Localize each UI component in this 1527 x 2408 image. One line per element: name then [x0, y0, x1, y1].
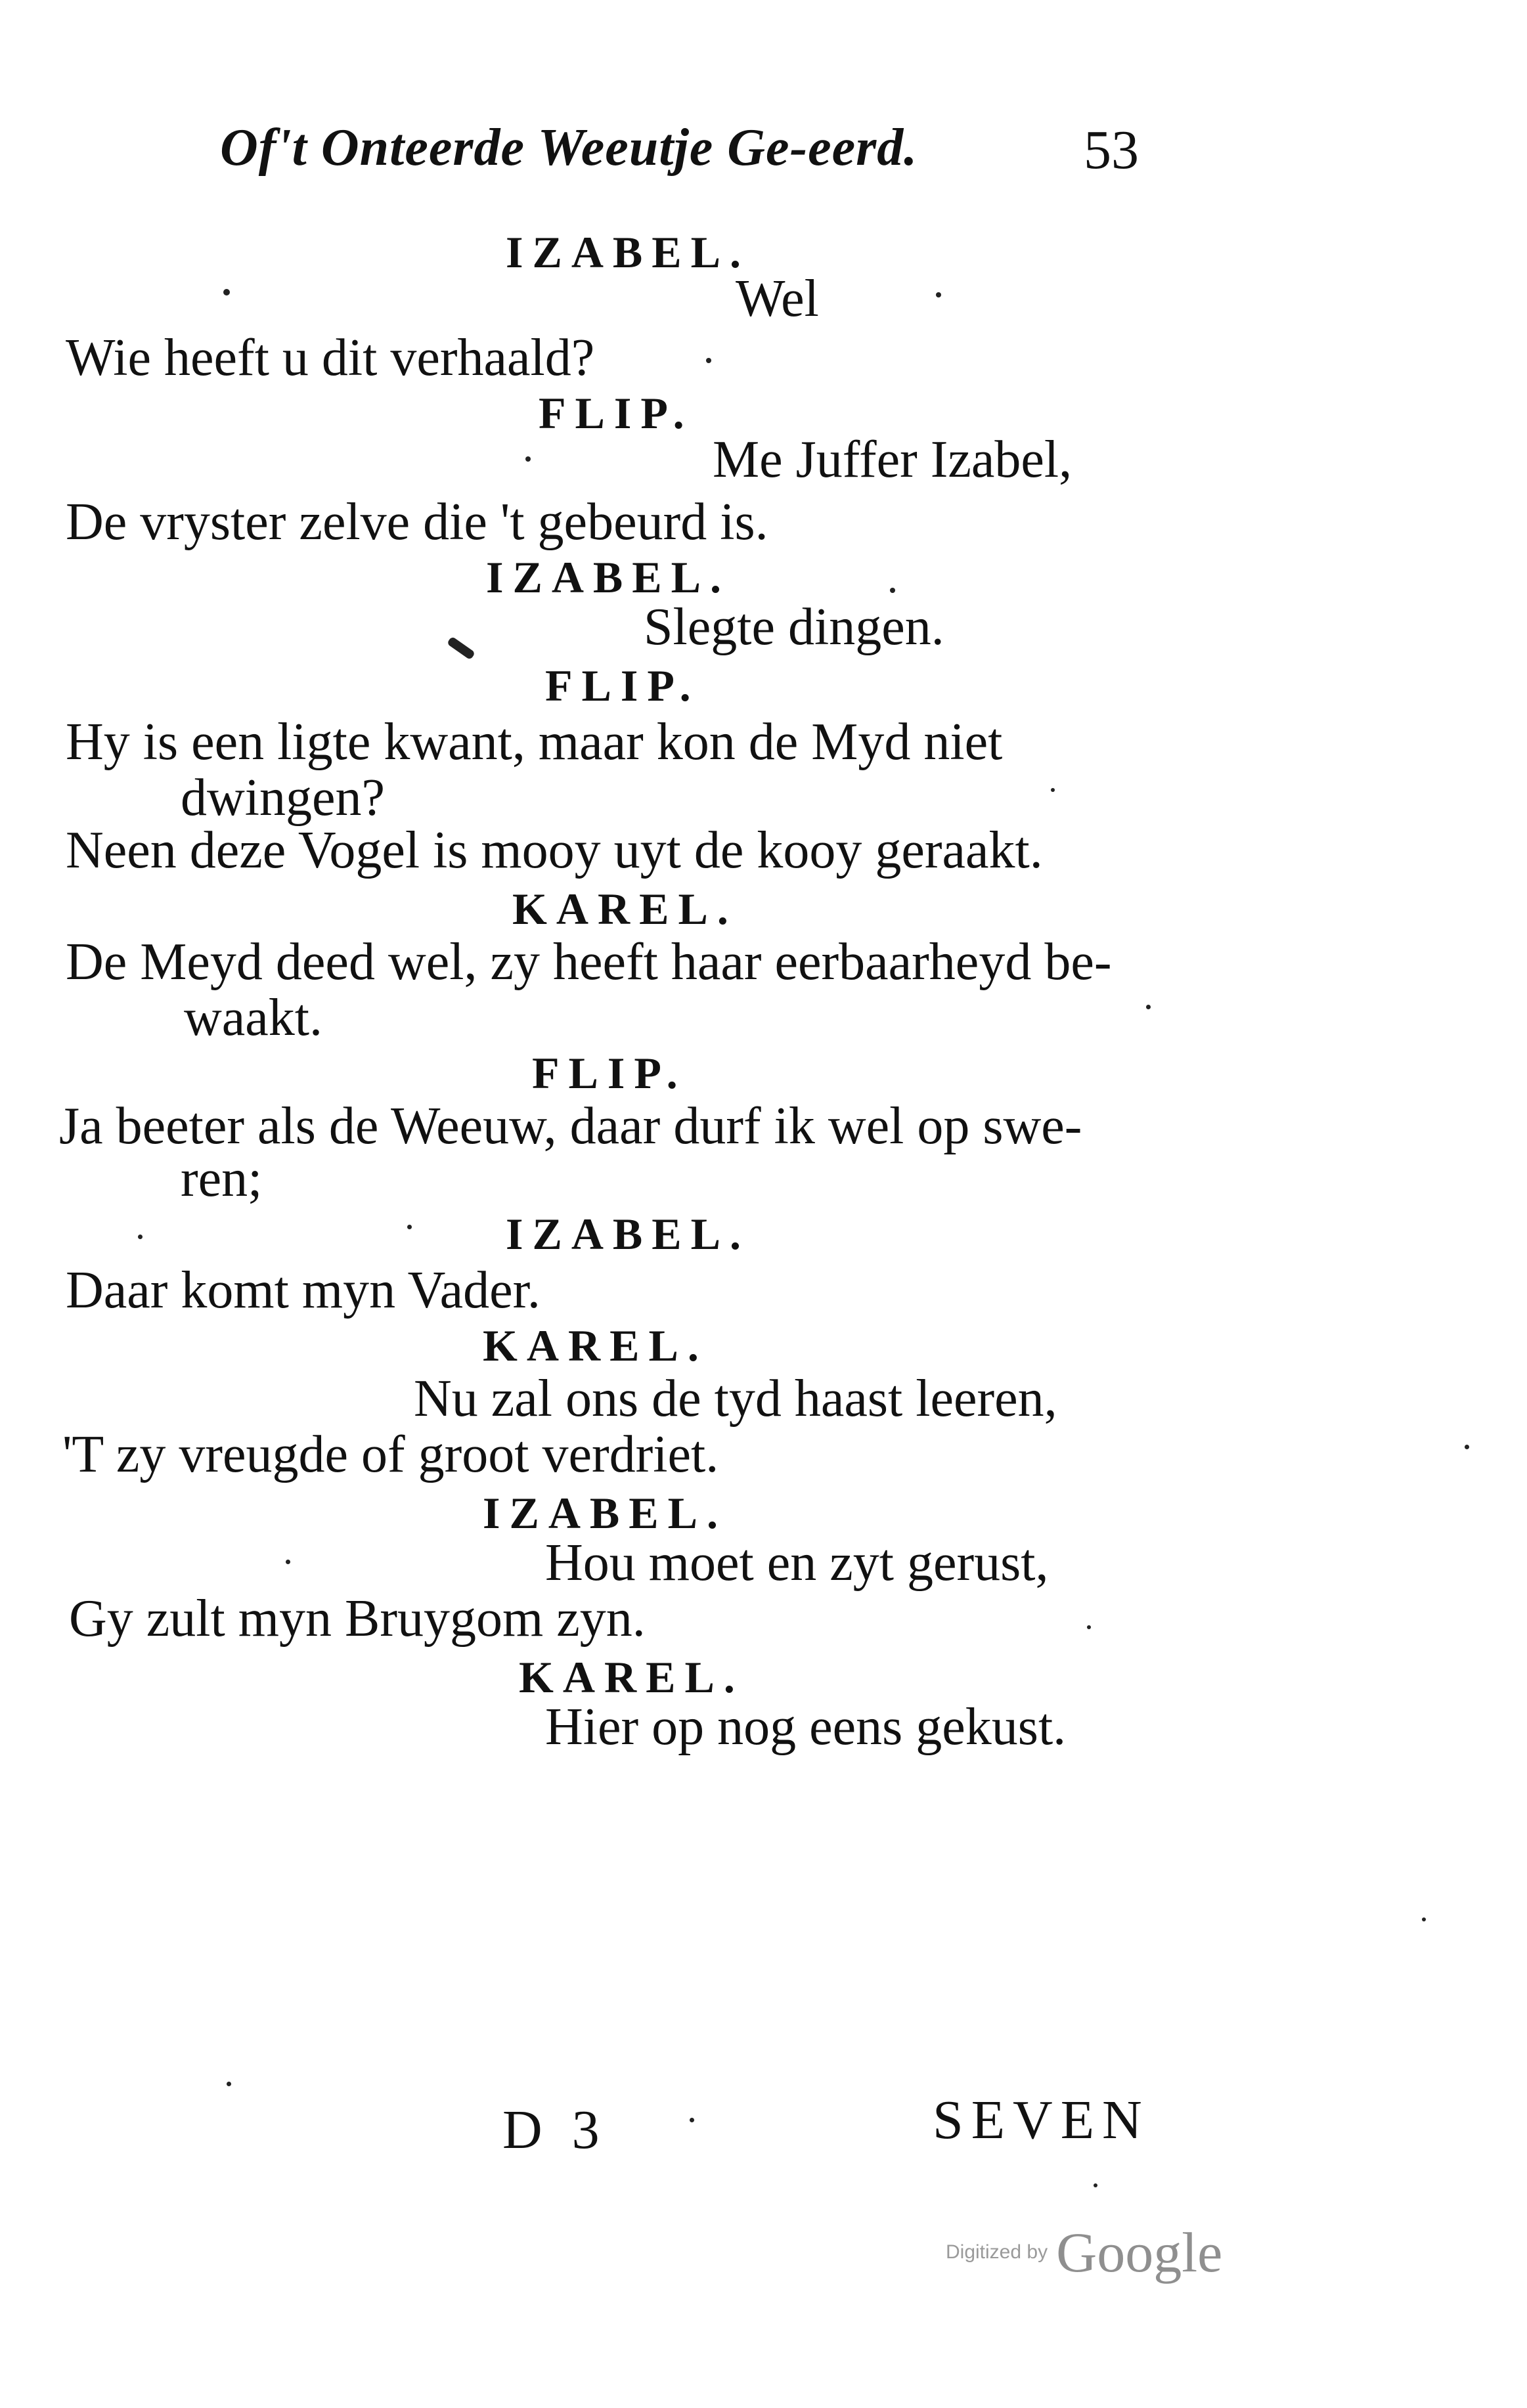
- speaker-name: IZABEL.: [486, 552, 730, 602]
- ink-speck: [447, 636, 476, 661]
- verse-line: Hou moet en zyt gerust,: [545, 1534, 1049, 1592]
- verse-line: Gy zult myn Bruygom zyn.: [69, 1590, 646, 1648]
- ink-speck: [227, 2082, 231, 2086]
- catchword: SEVEN: [933, 2090, 1150, 2151]
- verse-line: waakt.: [184, 989, 323, 1047]
- verse-line: Daar komt myn Vader.: [66, 1261, 541, 1319]
- ink-speck: [525, 456, 531, 462]
- speaker-name: IZABEL.: [483, 1488, 727, 1538]
- speaker-name: IZABEL.: [506, 1209, 750, 1259]
- google-logo: Google: [1056, 2221, 1223, 2284]
- ink-speck: [890, 588, 895, 593]
- running-title: Of't Onteerde Weeutje Ge-eerd.: [220, 119, 918, 177]
- watermark-prefix: Digitized by: [946, 2241, 1048, 2263]
- ink-speck: [1146, 1005, 1151, 1009]
- ink-speck: [138, 1235, 143, 1239]
- ink-speck: [936, 292, 941, 297]
- digitized-watermark: [946, 2220, 1222, 2285]
- speaker-name: KAREL.: [483, 1321, 708, 1370]
- speaker-name: FLIP.: [545, 661, 700, 711]
- verse-line: ren;: [181, 1150, 263, 1208]
- ink-speck: [1465, 1445, 1469, 1449]
- ink-speck: [1422, 1917, 1426, 1921]
- ink-speck: [286, 1560, 290, 1564]
- verse-line: Wel: [736, 270, 819, 328]
- ink-speck: [407, 1225, 412, 1229]
- verse-line: Ja beeter als de Weeuw, daar durf ik wel op swe-: [59, 1097, 1082, 1155]
- verse-line: 'T zy vreugde of groot verdriet.: [62, 1426, 719, 1483]
- ink-speck: [706, 358, 711, 363]
- signature-mark: D 3: [502, 2099, 608, 2160]
- ink-speck: [1094, 2183, 1097, 2187]
- ink-speck: [1051, 788, 1055, 792]
- verse-line: De vryster zelve die 't gebeurd is.: [66, 493, 768, 551]
- verse-line: Slegte dingen.: [644, 598, 944, 656]
- verse-line: Hy is een ligte kwant, maar kon de Myd niet: [66, 713, 1003, 771]
- verse-line: Me Juffer Izabel,: [713, 431, 1073, 489]
- speaker-name: FLIP.: [539, 388, 694, 438]
- ink-speck: [1087, 1625, 1091, 1629]
- speaker-name: KAREL.: [512, 884, 738, 934]
- ink-speck: [223, 289, 230, 296]
- ink-speck: [690, 2118, 694, 2122]
- verse-line: Wie heeft u dit verhaald?: [66, 329, 595, 387]
- speaker-name: KAREL.: [519, 1652, 744, 1702]
- verse-line: dwingen?: [181, 769, 386, 827]
- verse-line: De Meyd deed wel, zy heeft haar eerbaarheyd be-: [66, 933, 1112, 991]
- page-number: 53: [1084, 120, 1139, 181]
- speaker-name: IZABEL.: [506, 227, 750, 277]
- verse-line: Nu zal ons de tyd haast leeren,: [414, 1370, 1057, 1428]
- verse-line: Hier op nog eens gekust.: [545, 1698, 1067, 1756]
- verse-line: Neen deze Vogel is mooy uyt de kooy geraakt.: [66, 821, 1043, 879]
- speaker-name: FLIP.: [532, 1048, 687, 1098]
